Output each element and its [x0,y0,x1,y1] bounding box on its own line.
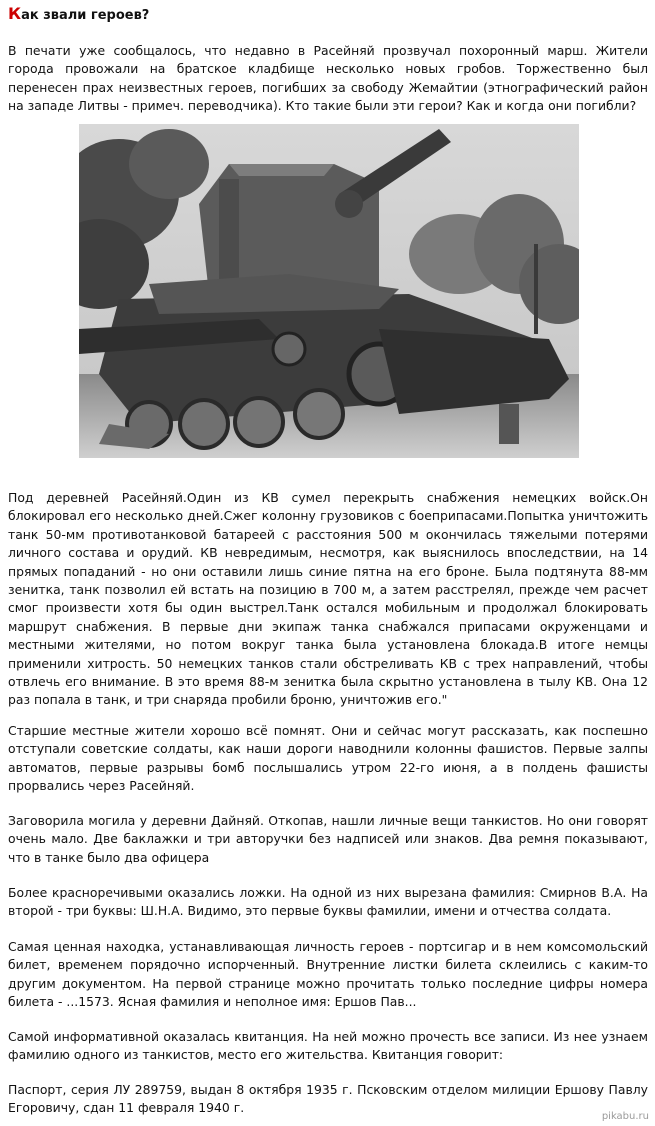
title-rest: ак звали героев? [21,8,150,23]
paragraph-battle: Под деревней Расейняй.Один из КВ сумел перекрыть снабжения немецких войск.Он блокировал его несколько дней.Сжег колонну грузовиков с боеприпасами.Попытка уничтожить танк 50-мм противотанковой батареей с расстояния 500 м окончилась тяжелыми потерями личного состава и орудий. КВ невредимым, несмотря, как выяснилось впоследствии, на 14 прямых попаданий - но они оставили лишь синие пятна на его броне. Была подтянута 88-мм зенитка, танк позволил ей встать на позицию в 700 м, а затем расстрелял, прежде чем расчет смог произвести хотя бы один выстрел.Танк остался мобильным и продолжал блокировать маршрут снабжения. В первые дни экипаж танка снабжался припасами окруженцами и местными жителями, но потом вокруг танка была установлена блокада.В итоге немцы применили хитрость. 50 немецких танков стали обстреливать КВ с трех направлений, чтобы отвлечь его внимание. В это время 88-м зенитка была скрытно установлена в тылу КВ. Она 12 раз попала в танк, и три снаряда пробили броню, уничтожив его." [8,490,648,708]
paragraph-receipt: Самой информативной оказалась квитанция. На ней можно прочесть все записи. Из нее узнаем фамилию одного из танкистов, место его жительства. Квитанция говорит: [8,1029,648,1063]
title-first-letter: К [8,4,22,23]
tank-photo [79,124,579,458]
paragraph-spoons: Более красноречивыми оказались ложки. На одной из них вырезана фамилия: Смирнов В.А. На второй - три буквы: Ш.Н.А. Видимо, это первые буквы фамилии, имени и отчества солдата. [8,885,648,919]
paragraph-cigarette-case: Самая ценная находка, устанавливающая личность героев - портсигар и в нем комсомольский билет, временем порядочно испорченный. Внутренние листки билета склеились с каким-то другим документом. На первой странице можно прочитать только последние цифры номера билета - ...1573. Ясная фамилия и неполное имя: Ершов Пав... [8,939,648,1010]
paragraph-passport: Паспорт, серия ЛУ 289759, выдан 8 октября 1935 г. Псковским отделом милиции Ершову Павлу Егоровичу, сдан 11 февраля 1940 г. [8,1082,648,1116]
watermark: pikabu.ru [601,1111,649,1122]
paragraph-locals: Старшие местные жители хорошо всё помнят. Они и сейчас могут рассказать, как поспешно отступали советские солдаты, как наши дороги наводнили колонны фашистов. Первые залпы автоматов, первые разрывы бомб послышались утром 22-го июня, а в полдень фашисты прорвались через Расейняй. [8,723,648,794]
paragraph-grave: Заговорила могила у деревни Дайняй. Откопав, нашли личные вещи танкистов. Но они говорят очень мало. Две баклажки и три авторучки без надписей или знаков. Два ремня показывают, что в танке было два офицера [8,813,648,865]
paragraph-intro: В печати уже сообщалось, что недавно в Расейняй прозвучал похоронный марш. Жители города провожали на братское кладбище несколько новых гробов. Торжественно был перенесен прах неизвестных героев, погибших за свободу Жемайтии (этнографический район на западе Литвы - примеч. переводчика). Кто такие были эти герои? Как и когда они погибли? [8,43,648,114]
tank-photo-drawing [79,124,579,458]
article-title [8,4,149,23]
